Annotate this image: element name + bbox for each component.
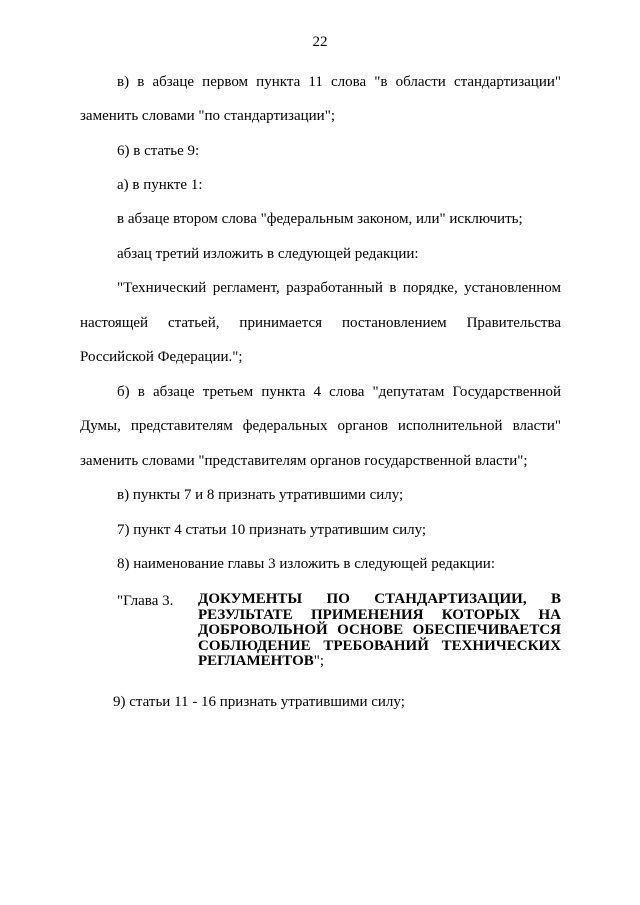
paragraph-line: Российской Федерации."; xyxy=(80,349,243,365)
paragraph-line: в) пункты 7 и 8 признать утратившими силу; xyxy=(117,487,404,503)
paragraph-line: 6) в статье 9: xyxy=(117,143,200,159)
paragraph-line: 7) пункт 4 статьи 10 признать утратившим силу; xyxy=(117,522,427,538)
paragraph-line: заменить словами "представителям органов государственной власти"; xyxy=(80,453,528,469)
paragraph-line: абзац третий изложить в следующей редакции: xyxy=(117,246,419,262)
paragraph-line: настоящей статьей, принимается постановлением Правительства xyxy=(80,315,561,331)
page-number: 22 xyxy=(312,34,328,50)
paragraph-line: заменить словами "по стандартизации"; xyxy=(80,108,335,124)
chapter-label: "Глава 3. xyxy=(117,593,174,609)
chapter-title-text: ДОКУМЕНТЫ ПО СТАНДАРТИЗАЦИИ, В РЕЗУЛЬТАТЕ ПРИМЕНЕНИЯ КОТОРЫХ НА ДОБРОВОЛЬНОЙ ОСНОВЕ ОБЕСПЕЧИВАЕТСЯ СОБЛЮДЕНИЕ ТРЕБОВАНИЙ ТЕХНИЧЕСКИХ РЕГЛАМЕНТОВ xyxy=(198,591,561,669)
paragraph-line: в) в абзаце первом пункта 11 слова "в области стандартизации" xyxy=(117,74,561,90)
paragraph-line: б) в абзаце третьем пункта 4 слова "депутатам Государственной xyxy=(117,384,561,400)
paragraph-line: в абзаце втором слова "федеральным законом, или" исключить; xyxy=(117,211,523,227)
paragraph-line: 9) статьи 11 - 16 признать утратившими силу; xyxy=(113,694,405,710)
chapter-title-closing: "; xyxy=(313,653,325,669)
paragraph-line: 8) наименование главы 3 изложить в следующей редакции: xyxy=(117,556,495,572)
paragraph-line: а) в пункте 1: xyxy=(117,177,203,193)
chapter-title xyxy=(198,592,561,670)
paragraph-line: "Технический регламент, разработанный в порядке, установленном xyxy=(117,280,561,296)
paragraph-line: Думы, представителям федеральных органов исполнительной власти" xyxy=(80,418,561,434)
